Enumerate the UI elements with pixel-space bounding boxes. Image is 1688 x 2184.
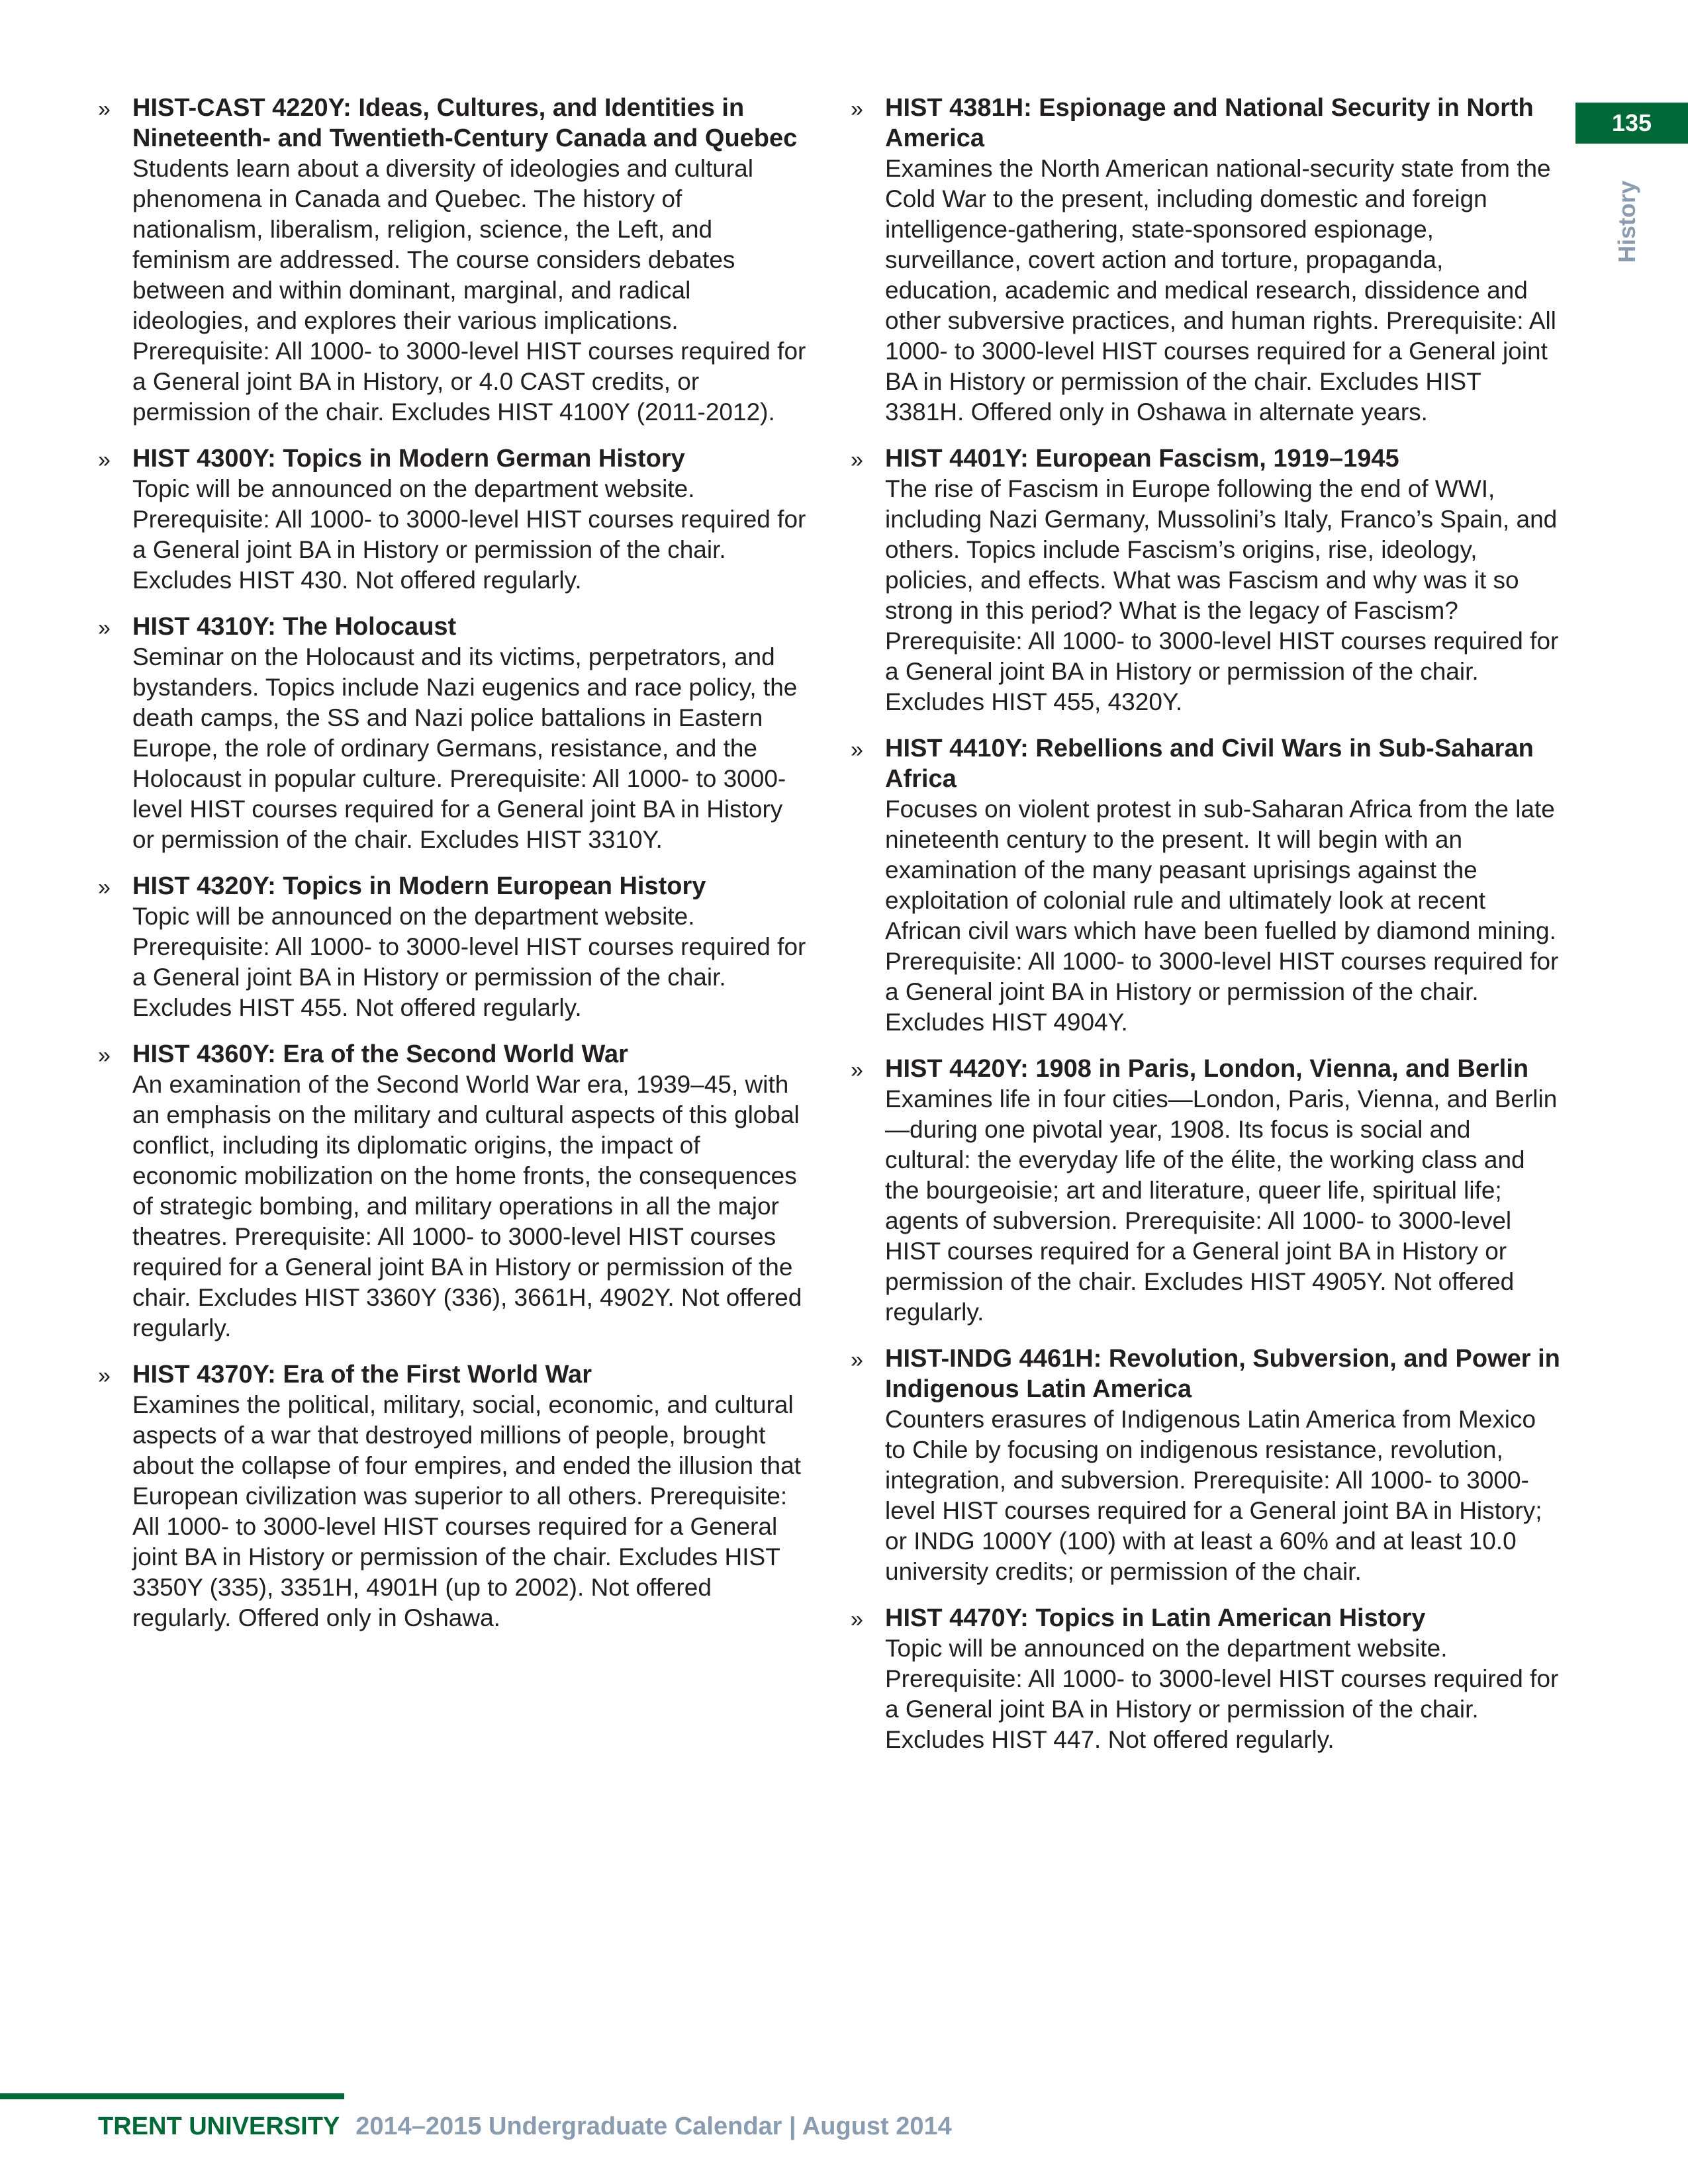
course-entry	[845, 1054, 1560, 1328]
page-number: 135	[1611, 109, 1652, 136]
bullet-marker: »	[98, 447, 111, 473]
course-title: HIST 4370Y: Era of the First World War	[132, 1361, 592, 1388]
course-title: HIST 4320Y: Topics in Modern European History	[132, 872, 706, 900]
course-title: HIST 4381H: Espionage and National Security in North America	[885, 94, 1534, 152]
bullet-marker: »	[98, 1363, 111, 1388]
bullet-marker: »	[851, 1347, 863, 1373]
footer-calendar-title: 2014–2015 Undergraduate Calendar | August 2014	[355, 2113, 952, 2140]
course-title: HIST 4310Y: The Holocaust	[132, 613, 457, 641]
course-entry	[845, 443, 1560, 717]
course-description: Examines the North American national-security state from the Cold War to the present, including domestic and foreign intelligence-gathering, state-sponsored espionage, surveillance, covert action and torture, propaganda, education, academic and medical research, dissidence and other subversive practices, and human rights. Prerequisite: All 1000- to 3000-level HIST courses required for a General joint BA in History or permission of the chair. Excludes HIST 3381H. Offered only in Oshawa in alternate years.	[885, 155, 1556, 426]
course-title: HIST 4300Y: Topics in Modern German History	[132, 445, 685, 473]
course-entry	[93, 443, 808, 596]
page-number-tab	[1575, 103, 1688, 144]
course-entry	[93, 612, 808, 855]
course-entry	[93, 1359, 808, 1633]
course-entry	[845, 1343, 1560, 1587]
section-label-text: History	[1613, 180, 1640, 263]
bullet-marker: »	[851, 1058, 863, 1083]
course-description: Topic will be announced on the department website. Prerequisite: All 1000- to 3000-level HIST courses required for a General joint BA in History or permission of the chair. Excludes HIST 455. Not offered regularly.	[132, 903, 806, 1021]
bullet-marker: »	[851, 737, 863, 762]
right-column	[845, 93, 1560, 1771]
course-title: HIST 4420Y: 1908 in Paris, London, Vienna, and Berlin	[885, 1055, 1529, 1083]
course-description: Students learn about a diversity of ideologies and cultural phenomena in Canada and Quebec. The history of nationalism, liberalism, religion, science, the Left, and feminism are addressed. The course considers debates between and within dominant, marginal, and radical ideologies, and explores their various implications. Prerequisite: All 1000- to 3000-level HIST courses required for a General joint BA in History, or 4.0 CAST credits, or permission of the chair. Excludes HIST 4100Y (2011-2012).	[132, 155, 806, 426]
course-description: Counters erasures of Indigenous Latin America from Mexico to Chile by focusing on indigenous resistance, revolution, integration, and subversion. Prerequisite: All 1000- to 3000-level HIST courses required for a General joint BA in History; or INDG 1000Y (100) with at least a 60% and at least 10.0 university credits; or permission of the chair.	[885, 1406, 1542, 1585]
bullet-marker: »	[851, 447, 863, 473]
bullet-marker: »	[851, 97, 863, 122]
bullet-marker: »	[98, 1043, 111, 1068]
course-description: Examines life in four cities—London, Paris, Vienna, and Berlin—during one pivotal year, 1908. Its focus is social and cultural: the everyday life of the élite, the working class and the bourgeoisie; art and literature, queer life, spiritual life; agents of subversion. Prerequisite: All 1000- to 3000-level HIST courses required for a General joint BA in History or permission of the chair. Excludes HIST 4905Y. Not offered regularly.	[885, 1085, 1558, 1326]
bullet-marker: »	[98, 97, 111, 122]
course-title: HIST 4470Y: Topics in Latin American History	[885, 1604, 1426, 1632]
bullet-marker: »	[98, 875, 111, 900]
footer	[98, 2110, 952, 2143]
course-entry	[93, 871, 808, 1023]
course-description: Focuses on violent protest in sub-Saharan Africa from the late nineteenth century to the present. It will begin with an examination of the many peasant uprisings against the exploitation of colonial rule and ultimately look at recent African civil wars which have been fuelled by diamond mining. Prerequisite: All 1000- to 3000-level HIST courses required for a General joint BA in History or permission of the chair. Excludes HIST 4904Y.	[885, 796, 1559, 1036]
course-description: The rise of Fascism in Europe following the end of WWI, including Nazi Germany, Mussolini’s Italy, Franco’s Spain, and others. Topics include Fascism’s origins, rise, ideology, policies, and effects. What was Fascism and why was it so strong in this period? What is the legacy of Fascism? Prerequisite: All 1000- to 3000-level HIST courses required for a General joint BA in History or permission of the chair. Excludes HIST 455, 4320Y.	[885, 475, 1559, 715]
course-title: HIST 4401Y: European Fascism, 1919–1945	[885, 445, 1399, 473]
bullet-marker: »	[98, 615, 111, 641]
course-description: Seminar on the Holocaust and its victims, perpetrators, and bystanders. Topics include Nazi eugenics and race policy, the death camps, the SS and Nazi police battalions in Eastern Europe, the role of ordinary Germans, resistance, and the Holocaust in popular culture. Prerequisite: All 1000- to 3000-level HIST courses required for a General joint BA in History or permission of the chair. Excludes HIST 3310Y.	[132, 643, 798, 853]
course-entry	[93, 93, 808, 428]
course-title: HIST-CAST 4220Y: Ideas, Cultures, and Identities in Nineteenth- and Twentieth-Century Canada and Quebec	[132, 94, 798, 152]
course-description: Topic will be announced on the department website. Prerequisite: All 1000- to 3000-level HIST courses required for a General joint BA in History or permission of the chair. Excludes HIST 430. Not offered regularly.	[132, 475, 806, 594]
course-entry	[845, 733, 1560, 1038]
course-entry	[845, 93, 1560, 428]
course-title: HIST 4360Y: Era of the Second World War	[132, 1040, 628, 1068]
course-entry	[93, 1039, 808, 1343]
course-title: HIST 4410Y: Rebellions and Civil Wars in Sub-Saharan Africa	[885, 735, 1534, 793]
bullet-marker: »	[851, 1607, 863, 1632]
section-side-label	[1611, 169, 1644, 275]
left-column	[93, 93, 808, 1649]
course-description: Topic will be announced on the department website. Prerequisite: All 1000- to 3000-level HIST courses required for a General joint BA in History or permission of the chair. Excludes HIST 447. Not offered regularly.	[885, 1635, 1559, 1753]
course-description: Examines the political, military, social, economic, and cultural aspects of a war that destroyed millions of people, brought about the collapse of four empires, and ended the illusion that European civilization was superior to all others. Prerequisite: All 1000- to 3000-level HIST courses required for a General joint BA in History or permission of the chair. Excludes HIST 3350Y (335), 3351H, 4901H (up to 2002). Not offered regularly. Offered only in Oshawa.	[132, 1391, 801, 1631]
course-entry	[845, 1603, 1560, 1755]
footer-organization: TRENT UNIVERSITY	[98, 2113, 340, 2140]
course-description: An examination of the Second World War era, 1939–45, with an emphasis on the military and cultural aspects of this global conflict, including its diplomatic origins, the impact of economic mobilization on the home fronts, the consequences of strategic bombing, and military operations in all the major theatres. Prerequisite: All 1000- to 3000-level HIST courses required for a General joint BA in History or permission of the chair. Excludes HIST 3360Y (336), 3661H, 4902Y. Not offered regularly.	[132, 1071, 802, 1342]
footer-rule	[0, 2093, 344, 2099]
course-title: HIST-INDG 4461H: Revolution, Subversion, and Power in Indigenous Latin America	[885, 1345, 1560, 1403]
